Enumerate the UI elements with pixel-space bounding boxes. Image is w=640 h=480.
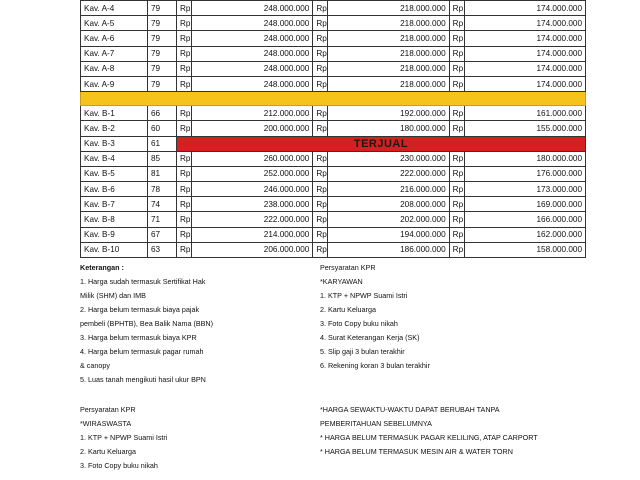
currency-cell: Rp — [313, 242, 328, 257]
kavling-cell: Kav. B-5 — [81, 166, 148, 181]
kpr-wiraswasta-section — [80, 403, 167, 473]
price-cell-1: 238.000.000 — [192, 197, 313, 212]
kpr-karyawan-line: 3. Foto Copy buku nikah — [320, 319, 398, 328]
keterangan-section — [80, 261, 213, 387]
luas-cell: 66 — [148, 106, 177, 121]
kavling-cell: Kav. B-10 — [81, 242, 148, 257]
price-cell-1: 200.000.000 — [192, 121, 313, 136]
price-cell-1: 248.000.000 — [192, 61, 313, 76]
luas-cell: 63 — [148, 242, 177, 257]
kpr-karyawan-line: 2. Kartu Keluarga — [320, 305, 376, 314]
kpr-karyawan-line: 5. Slip gaji 3 bulan terakhir — [320, 347, 405, 356]
price-cell-3: 174.000.000 — [464, 76, 585, 91]
price-cell-2: 218.000.000 — [328, 1, 449, 16]
note-line: PEMBERITAHUAN SEBELUMNYA — [320, 419, 432, 428]
table-row — [81, 76, 586, 91]
currency-cell: Rp — [313, 166, 328, 181]
currency-cell: Rp — [177, 227, 192, 242]
price-cell-3: 169.000.000 — [464, 197, 585, 212]
currency-cell: Rp — [449, 76, 464, 91]
price-cell-1: 248.000.000 — [192, 1, 313, 16]
price-cell-2: 218.000.000 — [328, 61, 449, 76]
currency-cell: Rp — [449, 227, 464, 242]
table-row — [81, 212, 586, 227]
price-table — [80, 0, 586, 258]
separator-row — [81, 92, 586, 106]
price-cell-1: 214.000.000 — [192, 227, 313, 242]
currency-cell: Rp — [313, 46, 328, 61]
price-cell-1: 246.000.000 — [192, 182, 313, 197]
currency-cell: Rp — [313, 121, 328, 136]
currency-cell: Rp — [177, 121, 192, 136]
luas-cell: 79 — [148, 76, 177, 91]
currency-cell: Rp — [177, 106, 192, 121]
price-cell-3: 174.000.000 — [464, 61, 585, 76]
note-line: * HARGA BELUM TERMASUK MESIN AIR & WATER TORN — [320, 447, 513, 456]
table-row — [81, 1, 586, 16]
kavling-cell: Kav. A-7 — [81, 46, 148, 61]
currency-cell: Rp — [177, 31, 192, 46]
kpr-karyawan-section — [320, 261, 430, 373]
kpr-karyawan-line: 6. Rekening koran 3 bulan terakhir — [320, 361, 430, 370]
price-table-body — [81, 1, 586, 258]
luas-cell: 79 — [148, 46, 177, 61]
currency-cell: Rp — [177, 242, 192, 257]
price-cell-1: 260.000.000 — [192, 151, 313, 166]
price-cell-1: 248.000.000 — [192, 31, 313, 46]
notes-section — [320, 403, 538, 459]
price-cell-2: 218.000.000 — [328, 46, 449, 61]
luas-cell: 79 — [148, 61, 177, 76]
currency-cell: Rp — [177, 182, 192, 197]
currency-cell: Rp — [449, 61, 464, 76]
kavling-cell: Kav. A-4 — [81, 1, 148, 16]
price-cell-2: 202.000.000 — [328, 212, 449, 227]
currency-cell: Rp — [449, 106, 464, 121]
table-row — [81, 242, 586, 257]
kavling-cell: Kav. B-3 — [81, 136, 148, 151]
luas-cell: 81 — [148, 166, 177, 181]
currency-cell: Rp — [449, 151, 464, 166]
price-cell-1: 248.000.000 — [192, 46, 313, 61]
kpr-wiraswasta-subtitle: *WIRASWASTA — [80, 419, 132, 428]
price-cell-3: 180.000.000 — [464, 151, 585, 166]
table-row — [81, 121, 586, 136]
currency-cell: Rp — [177, 151, 192, 166]
note-line: * HARGA BELUM TERMASUK PAGAR KELILING, ATAP CARPORT — [320, 433, 538, 442]
price-cell-3: 174.000.000 — [464, 1, 585, 16]
kpr-wiraswasta-line: 2. Kartu Keluarga — [80, 447, 136, 456]
keterangan-line: 3. Harga belum termasuk biaya KPR — [80, 333, 197, 342]
currency-cell: Rp — [177, 166, 192, 181]
currency-cell: Rp — [313, 212, 328, 227]
keterangan-title: Keterangan : — [80, 263, 124, 272]
currency-cell: Rp — [313, 61, 328, 76]
price-list-sheet — [80, 0, 586, 258]
kavling-cell: Kav. A-9 — [81, 76, 148, 91]
keterangan-line: 4. Harga belum termasuk pagar rumah — [80, 347, 204, 356]
price-cell-2: 218.000.000 — [328, 16, 449, 31]
kavling-cell: Kav. B-1 — [81, 106, 148, 121]
currency-cell: Rp — [449, 166, 464, 181]
currency-cell: Rp — [313, 31, 328, 46]
currency-cell: Rp — [313, 76, 328, 91]
currency-cell: Rp — [313, 16, 328, 31]
price-cell-1: 248.000.000 — [192, 76, 313, 91]
price-cell-3: 174.000.000 — [464, 31, 585, 46]
luas-cell: 60 — [148, 121, 177, 136]
sold-label: TERJUAL — [177, 136, 586, 151]
note-line: *HARGA SEWAKTU-WAKTU DAPAT BERUBAH TANPA — [320, 405, 500, 414]
price-cell-3: 174.000.000 — [464, 16, 585, 31]
price-cell-2: 218.000.000 — [328, 31, 449, 46]
table-row — [81, 31, 586, 46]
kpr-wiraswasta-line: 1. KTP + NPWP Suami Istri — [80, 433, 168, 442]
luas-cell: 61 — [148, 136, 177, 151]
currency-cell: Rp — [177, 46, 192, 61]
price-cell-1: 222.000.000 — [192, 212, 313, 227]
table-row — [81, 136, 586, 151]
kpr-karyawan-line: 4. Surat Keterangan Kerja (SK) — [320, 333, 420, 342]
price-cell-1: 252.000.000 — [192, 166, 313, 181]
keterangan-line: Milik (SHM) dan IMB — [80, 291, 146, 300]
price-cell-3: 173.000.000 — [464, 182, 585, 197]
kavling-cell: Kav. B-9 — [81, 227, 148, 242]
luas-cell: 79 — [148, 16, 177, 31]
keterangan-line: & canopy — [80, 361, 110, 370]
currency-cell: Rp — [177, 61, 192, 76]
currency-cell: Rp — [177, 212, 192, 227]
price-cell-2: 218.000.000 — [328, 76, 449, 91]
table-row — [81, 166, 586, 181]
price-cell-3: 174.000.000 — [464, 46, 585, 61]
table-row — [81, 46, 586, 61]
currency-cell: Rp — [449, 16, 464, 31]
price-cell-2: 222.000.000 — [328, 166, 449, 181]
price-cell-2: 230.000.000 — [328, 151, 449, 166]
currency-cell: Rp — [313, 151, 328, 166]
price-cell-2: 216.000.000 — [328, 182, 449, 197]
keterangan-line: 2. Harga belum termasuk biaya pajak — [80, 305, 200, 314]
price-cell-2: 208.000.000 — [328, 197, 449, 212]
currency-cell: Rp — [449, 212, 464, 227]
keterangan-line: 1. Harga sudah termasuk Sertifikat Hak — [80, 277, 206, 286]
kpr-wiraswasta-line: 3. Foto Copy buku nikah — [80, 461, 158, 470]
table-row — [81, 106, 586, 121]
kavling-cell: Kav. A-6 — [81, 31, 148, 46]
currency-cell: Rp — [313, 182, 328, 197]
currency-cell: Rp — [449, 121, 464, 136]
price-cell-1: 248.000.000 — [192, 16, 313, 31]
price-cell-2: 194.000.000 — [328, 227, 449, 242]
currency-cell: Rp — [177, 76, 192, 91]
table-row — [81, 197, 586, 212]
table-row — [81, 61, 586, 76]
currency-cell: Rp — [449, 242, 464, 257]
price-cell-3: 162.000.000 — [464, 227, 585, 242]
kpr-karyawan-subtitle: *KARYAWAN — [320, 277, 363, 286]
price-cell-3: 155.000.000 — [464, 121, 585, 136]
price-cell-3: 158.000.000 — [464, 242, 585, 257]
price-cell-3: 166.000.000 — [464, 212, 585, 227]
currency-cell: Rp — [177, 1, 192, 16]
luas-cell: 74 — [148, 197, 177, 212]
kpr-karyawan-line: 1. KTP + NPWP Suami Istri — [320, 291, 408, 300]
currency-cell: Rp — [313, 227, 328, 242]
kavling-cell: Kav. A-5 — [81, 16, 148, 31]
currency-cell: Rp — [449, 182, 464, 197]
separator-bar — [81, 92, 586, 106]
currency-cell: Rp — [449, 1, 464, 16]
kpr-karyawan-title: Persyaratan KPR — [320, 263, 376, 272]
price-cell-1: 206.000.000 — [192, 242, 313, 257]
currency-cell: Rp — [177, 16, 192, 31]
kavling-cell: Kav. B-6 — [81, 182, 148, 197]
luas-cell: 78 — [148, 182, 177, 197]
luas-cell: 71 — [148, 212, 177, 227]
keterangan-line: 5. Luas tanah mengikuti hasil ukur BPN — [80, 375, 206, 384]
kavling-cell: Kav. A-8 — [81, 61, 148, 76]
currency-cell: Rp — [313, 106, 328, 121]
currency-cell: Rp — [177, 197, 192, 212]
table-row — [81, 227, 586, 242]
currency-cell: Rp — [449, 197, 464, 212]
price-cell-2: 192.000.000 — [328, 106, 449, 121]
currency-cell: Rp — [313, 197, 328, 212]
price-cell-2: 186.000.000 — [328, 242, 449, 257]
luas-cell: 67 — [148, 227, 177, 242]
kpr-wiraswasta-title: Persyaratan KPR — [80, 405, 136, 414]
currency-cell: Rp — [313, 1, 328, 16]
kavling-cell: Kav. B-7 — [81, 197, 148, 212]
table-row — [81, 16, 586, 31]
kavling-cell: Kav. B-4 — [81, 151, 148, 166]
luas-cell: 85 — [148, 151, 177, 166]
price-cell-1: 212.000.000 — [192, 106, 313, 121]
price-cell-3: 161.000.000 — [464, 106, 585, 121]
price-cell-2: 180.000.000 — [328, 121, 449, 136]
luas-cell: 79 — [148, 1, 177, 16]
currency-cell: Rp — [449, 31, 464, 46]
kavling-cell: Kav. B-8 — [81, 212, 148, 227]
currency-cell: Rp — [449, 46, 464, 61]
luas-cell: 79 — [148, 31, 177, 46]
kavling-cell: Kav. B-2 — [81, 121, 148, 136]
table-row — [81, 182, 586, 197]
keterangan-line: pembeli (BPHTB), Bea Balik Nama (BBN) — [80, 319, 214, 328]
price-cell-3: 176.000.000 — [464, 166, 585, 181]
table-row — [81, 151, 586, 166]
